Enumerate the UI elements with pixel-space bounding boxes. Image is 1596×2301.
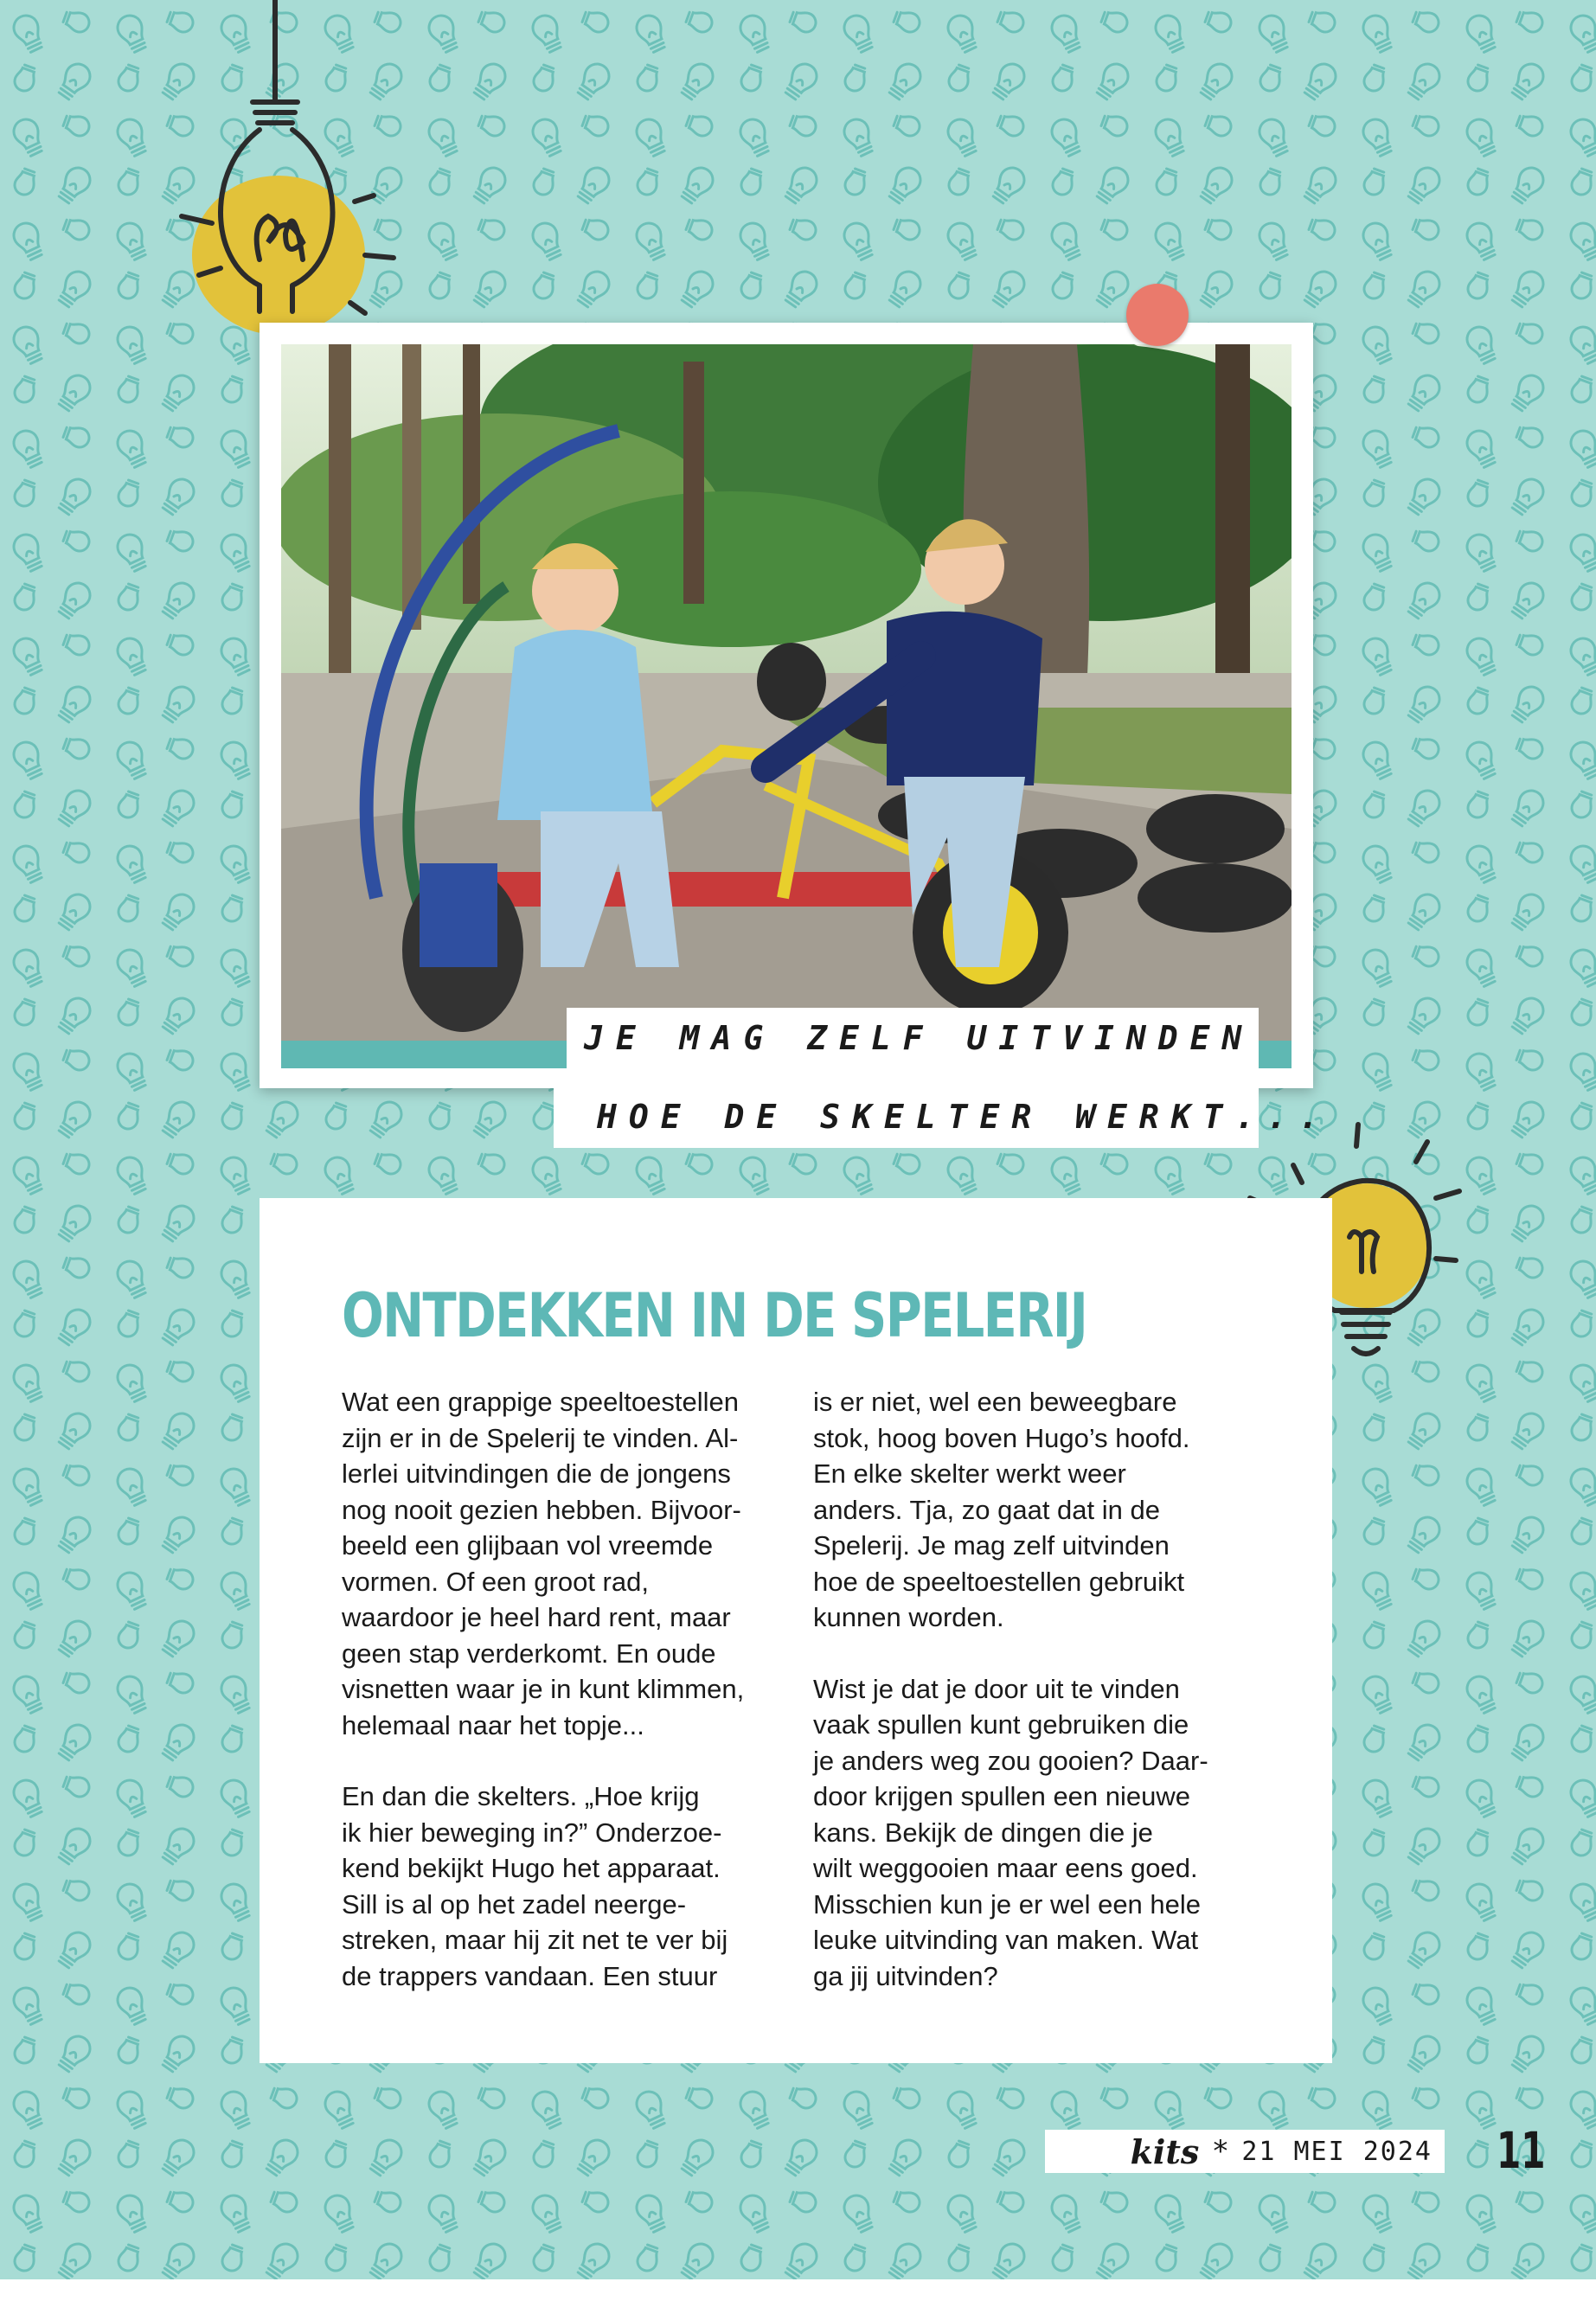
photo-caption-line-1: JE MAG ZELF UITVINDEN <box>567 1008 1259 1068</box>
article-paragraph: Wist je dat je door uit te vinden vaak spullen kunt gebruiken die je anders weg zou gooien? Daar- door krijgen spullen een nieuwe kans. Bekijk de dingen die je wilt weggooien maar eens goed. Misschien kun je er wel een hele leuke uitvinding van maken. Wat ga jij uitvinden? <box>813 1673 1208 1991</box>
star-icon: * <box>1213 2134 1228 2169</box>
photo-caption-line-2: HOE DE SKELTER WERKT... <box>554 1086 1259 1148</box>
bottom-margin <box>0 2279 1596 2301</box>
photo-kids-on-go-kart <box>281 344 1292 1043</box>
article-title: ONTDEKKEN IN DE SPELERIJ <box>342 1280 1087 1351</box>
article-column-1 <box>342 1384 792 2029</box>
hanging-bulb-icon <box>173 0 415 363</box>
footer-masthead <box>1045 2130 1445 2173</box>
page-number: 11 <box>1497 2121 1546 2180</box>
issue-date: 21 MEI 2024 <box>1241 2136 1433 2167</box>
article-paragraph: En dan die skelters. „Hoe krijg ik hier beweging in?” Onderzoe- kend bekijkt Hugo het apparaat. Sill is al op het zadel neerge- streken, maar hij zit net te ver bij de trappers vandaan. Een stuur <box>342 1781 728 1991</box>
article-panel <box>260 1198 1332 2063</box>
article-paragraph: Wat een grappige speeltoestellen zijn er in de Spelerij te vinden. Al- lerlei uitvindingen die de jongens nog nooit gezien hebben. Bijvoor- beeld een glijbaan vol vreemde vormen. Of een groot rad, waardoor je heel hard rent, maar geen stap verderkomt. En oude visnetten waar je in kunt klimmen, helemaal naar het topje... <box>342 1387 745 1740</box>
article-paragraph: is er niet, wel een beweegbare stok, hoog boven Hugo’s hoofd. En elke skelter werkt weer anders. Tja, zo gaat dat in de Spelerij. Je mag zelf uitvinden hoe de speeltoestellen gebruikt kunnen worden. <box>813 1387 1190 1632</box>
pushpin-icon <box>1126 284 1189 346</box>
brand-logo: kits <box>1130 2131 1200 2171</box>
article-column-2 <box>813 1384 1263 2029</box>
photo-illustration <box>281 344 1292 1043</box>
photo-card <box>260 323 1313 1088</box>
